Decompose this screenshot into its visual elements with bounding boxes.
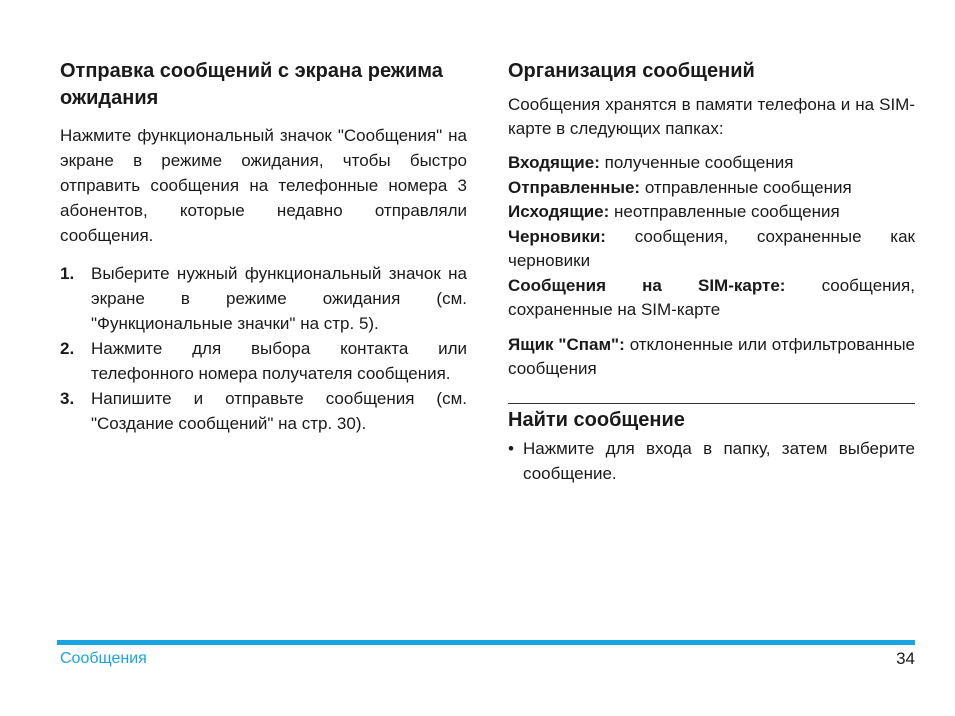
step-item: [60, 336, 467, 386]
folder-name: Исходящие:: [508, 202, 610, 221]
step-item: [60, 386, 467, 436]
folder-desc: неотправленные сообщения: [614, 202, 840, 221]
bullet-text: Нажмите для входа в папку, затем выберите сообщение.: [523, 438, 915, 483]
steps-list: [60, 261, 467, 436]
footer-rule: [57, 640, 915, 645]
folder-name: Входящие:: [508, 153, 600, 172]
folder-item-outbox: [508, 200, 915, 225]
folder-desc: полученные сообщения: [604, 153, 794, 172]
folder-item-inbox: [508, 151, 915, 176]
step-number: 1.: [60, 264, 75, 283]
send-standby-intro: Нажмите функциональный значок "Сообщения" на экране в режиме ожидания, чтобы быстро отправить сообщения на телефонные номера 3 абонентов, которые недавно отправляли сообщения.: [60, 126, 467, 245]
folder-desc: сообщения, сохраненные как черновики: [508, 226, 915, 270]
folder-item-sent: [508, 176, 915, 201]
folder-item-spam: [508, 333, 915, 382]
step-number: 3.: [60, 389, 75, 408]
folder-name: Ящик "Спам":: [508, 334, 625, 354]
step-text: Напишите и отправьте сообщения (см. "Создание сообщений" на стр. 30).: [91, 389, 467, 433]
folder-desc: отклоненные или отфильтрованные сообщения: [508, 334, 915, 378]
folder-name: Сообщения на SIM-карте:: [508, 275, 786, 295]
organize-intro: Сообщения хранятся в памяти телефона и на SIM-карте в следующих папках:: [508, 95, 915, 138]
left-column: [60, 58, 467, 436]
section-divider: [508, 403, 915, 404]
page-number: 34: [896, 649, 915, 668]
section-heading-find: Найти сообщение: [508, 408, 685, 431]
step-item: [60, 261, 467, 336]
step-text: Нажмите для выбора контакта или телефонного номера получателя сообщения.: [91, 339, 467, 383]
folder-desc: отправленные сообщения: [644, 177, 852, 197]
footer-section-label: Сообщения: [60, 650, 147, 667]
section-heading-organize: Организация сообщений: [508, 60, 755, 82]
folder-name: Черновики:: [508, 226, 606, 246]
bullet-icon: •: [508, 438, 514, 458]
step-text: Выберите нужный функциональный значок на экране в режиме ожидания (см. "Функциональные значки" на стр. 5).: [91, 264, 467, 333]
folder-name: Отправленные:: [508, 177, 641, 197]
folder-item-drafts: [508, 225, 915, 274]
bullet-item: [508, 436, 915, 486]
right-column: [508, 58, 915, 486]
folder-desc: сообщения, сохраненные на SIM-карте: [508, 275, 915, 319]
folder-list: [508, 151, 915, 382]
step-number: 2.: [60, 339, 75, 358]
folder-item-sim: [508, 274, 915, 323]
section-heading-send-standby: Отправка сообщений с экрана режима ожидания: [60, 60, 443, 109]
find-bullets: [508, 436, 915, 486]
